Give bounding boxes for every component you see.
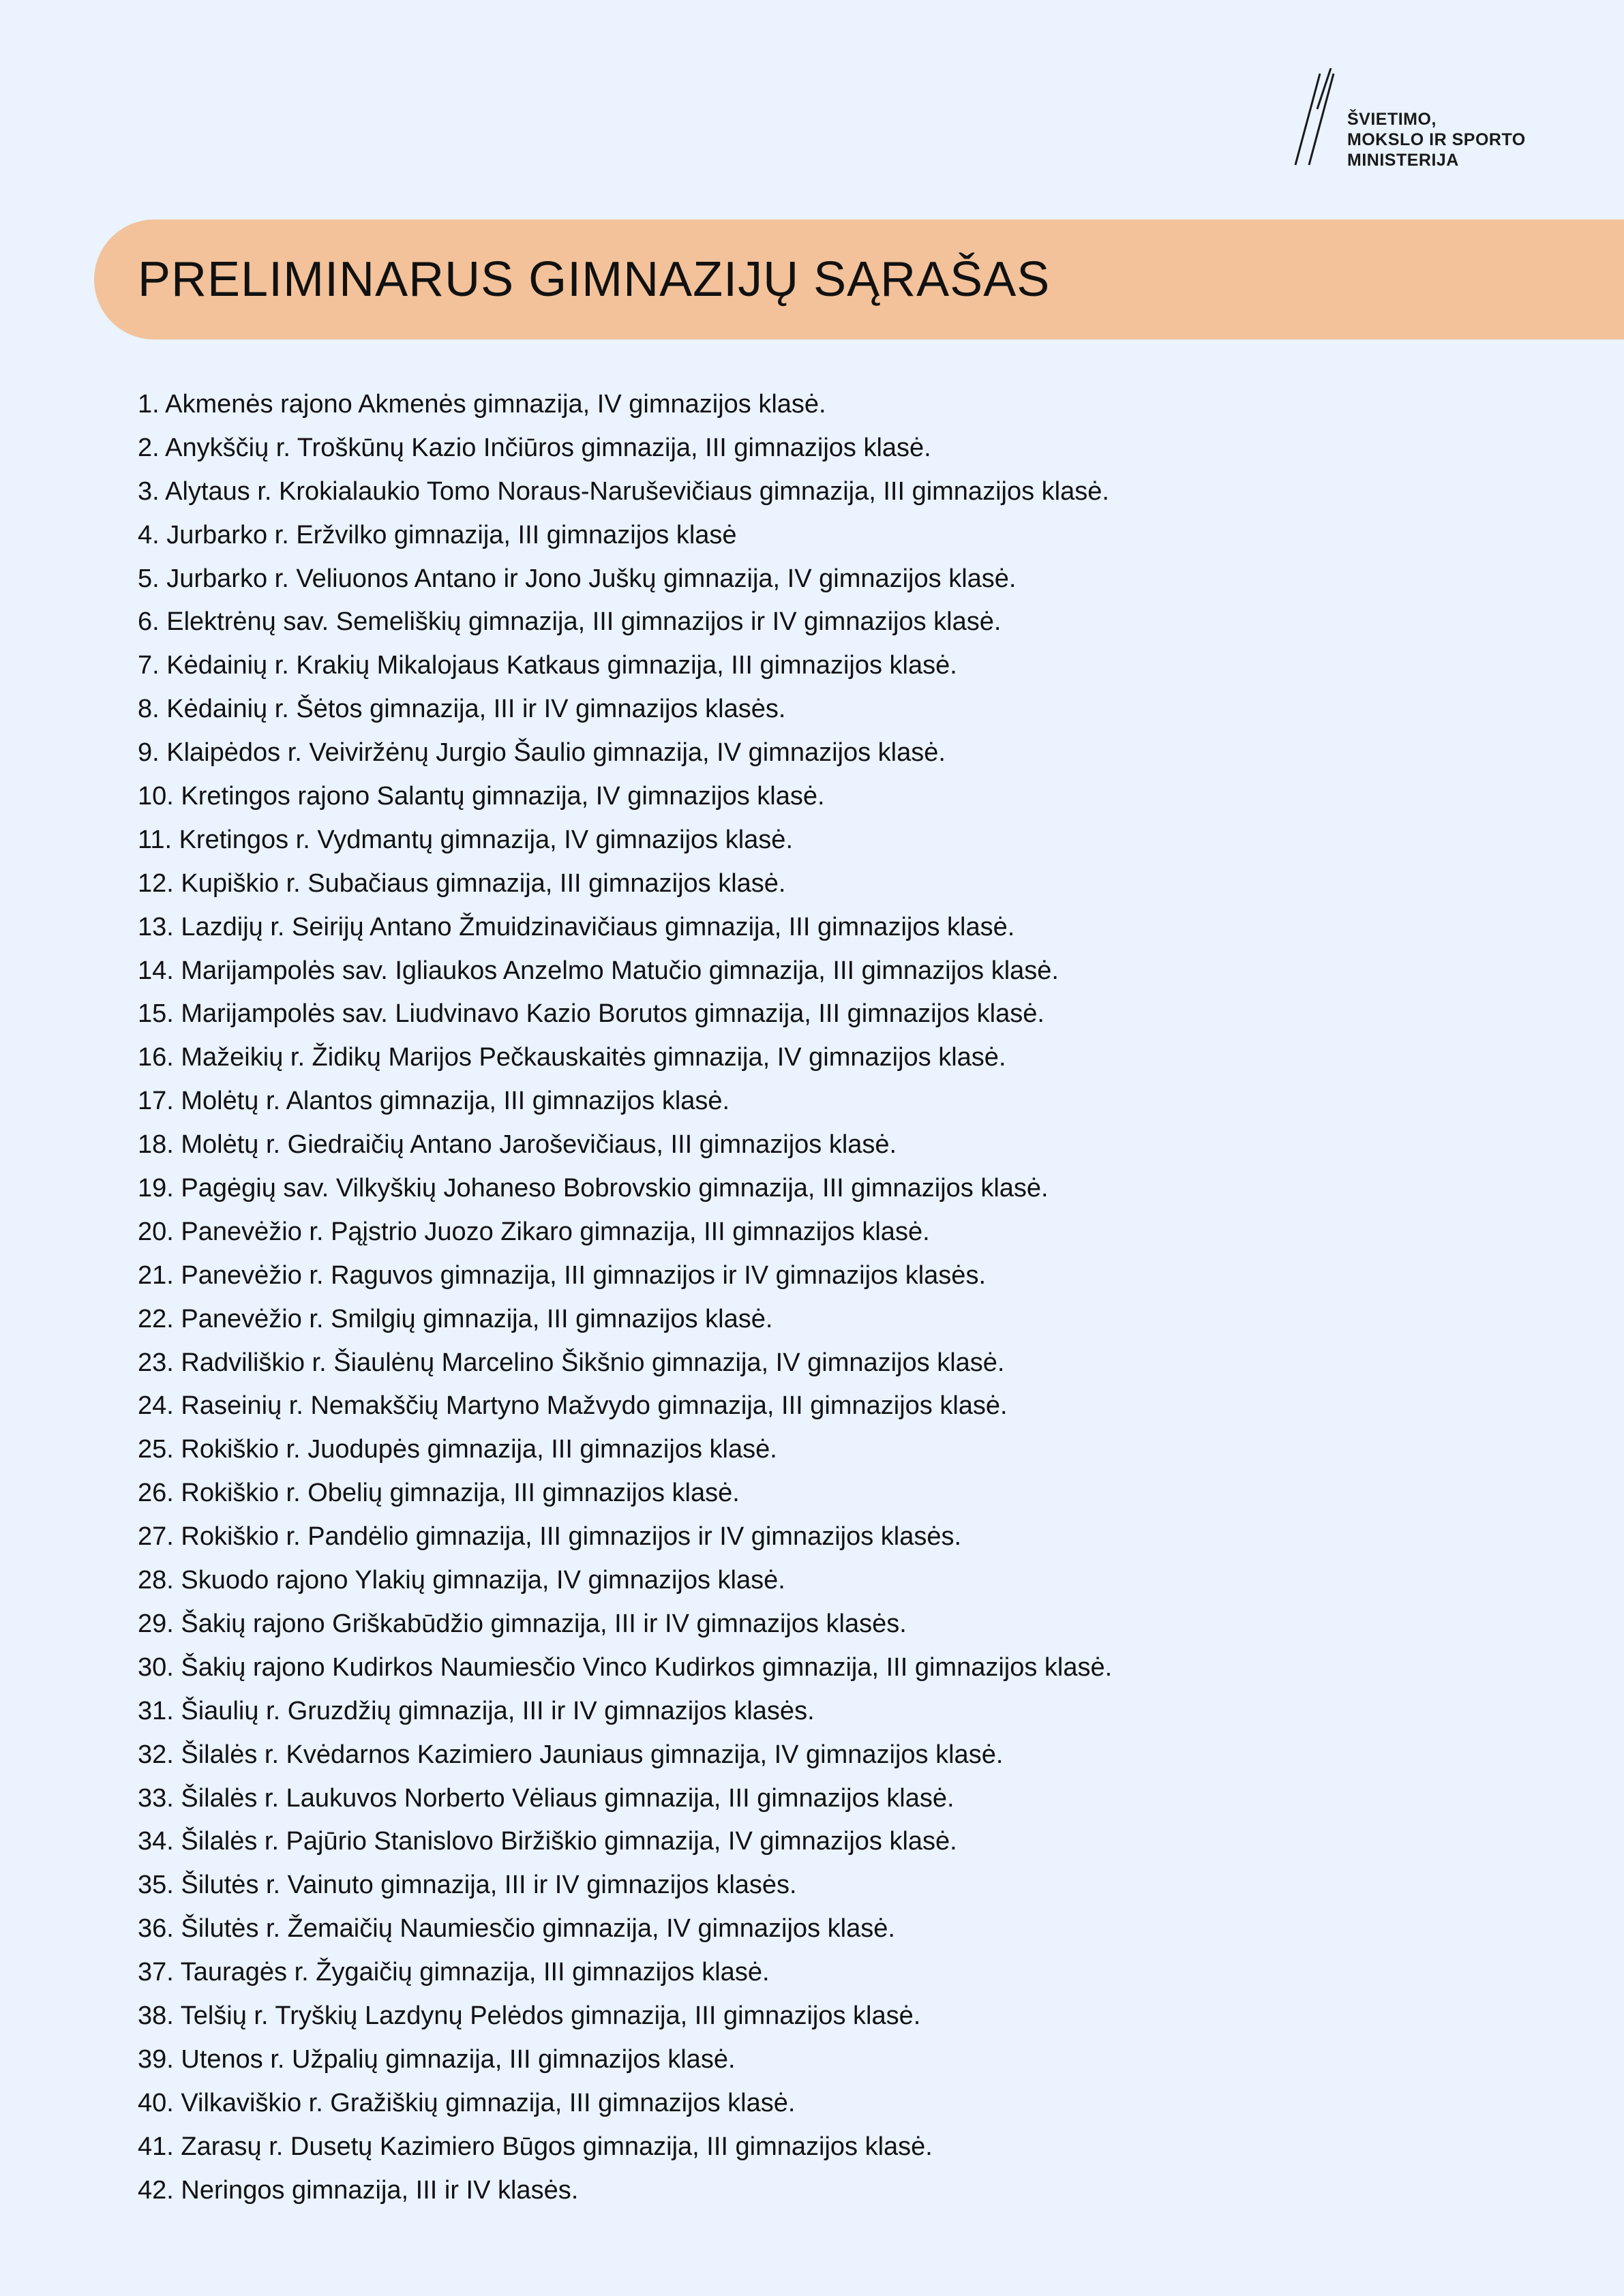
list-item: 4. Jurbarko r. Eržvilko gimnazija, III gimnazijos klasė bbox=[138, 520, 737, 549]
list-item: 18. Molėtų r. Giedraičių Antano Jaroševičiaus, III gimnazijos klasė. bbox=[138, 1130, 897, 1160]
list-item: 14. Marijampolės sav. Igliaukos Anzelmo Matučio gimnazija, III gimnazijos klasė. bbox=[138, 956, 1059, 985]
list-item: 39. Utenos r. Užpalių gimnazija, III gimnazijos klasė. bbox=[138, 2044, 736, 2074]
list-item: 24. Raseinių r. Nemakščių Martyno Mažvydo gimnazija, III gimnazijos klasė. bbox=[138, 1391, 1008, 1421]
list-item: 41. Zarasų r. Dusetų Kazimiero Būgos gimnazija, III gimnazijos klasė. bbox=[138, 2132, 933, 2161]
list-item: 8. Kėdainių r. Šėtos gimnazija, III ir IV gimnazijos klasės. bbox=[138, 695, 786, 724]
list-item: 38. Telšių r. Tryškių Lazdynų Pelėdos gimnazija, III gimnazijos klasė. bbox=[138, 2001, 921, 2030]
list-item: 40. Vilkaviškio r. Gražiškių gimnazija, III gimnazijos klasė. bbox=[138, 2088, 796, 2117]
list-item: 19. Pagėgių sav. Vilkyškių Johaneso Bobrovskio gimnazija, III gimnazijos klasė. bbox=[138, 1174, 1049, 1203]
list-item: 27. Rokiškio r. Pandėlio gimnazija, III gimnazijos ir IV gimnazijos klasės. bbox=[138, 1522, 962, 1552]
list-item: 35. Šilutės r. Vainuto gimnazija, III ir IV gimnazijos klasės. bbox=[138, 1871, 797, 1900]
list-item: 13. Lazdijų r. Seirijų Antano Žmuidzinavičiaus gimnazija, III gimnazijos klasė. bbox=[138, 912, 1015, 941]
list-item: 23. Radviliškio r. Šiaulėnų Marcelino Šikšnio gimnazija, IV gimnazijos klasė. bbox=[138, 1348, 1005, 1377]
list-item: 33. Šilalės r. Laukuvos Norberto Vėliaus gimnazija, III gimnazijos klasė. bbox=[138, 1783, 954, 1813]
school-list bbox=[138, 383, 1112, 2212]
list-item: 21. Panevėžio r. Raguvos gimnazija, III gimnazijos ir IV gimnazijos klasės. bbox=[138, 1260, 986, 1290]
list-item: 15. Marijampolės sav. Liudvinavo Kazio Borutos gimnazija, III gimnazijos klasė. bbox=[138, 999, 1044, 1029]
list-item: 20. Panevėžio r. Pąįstrio Juozo Zikaro gimnazija, III gimnazijos klasė. bbox=[138, 1217, 930, 1246]
list-item: 12. Kupiškio r. Subačiaus gimnazija, III gimnazijos klasė. bbox=[138, 868, 786, 898]
logo-line: ŠVIETIMO, bbox=[1347, 110, 1437, 129]
list-item: 5. Jurbarko r. Veliuonos Antano ir Jono Juškų gimnazija, IV gimnazijos klasė. bbox=[138, 564, 1017, 593]
list-item: 6. Elektrėnų sav. Semeliškių gimnazija, III gimnazijos ir IV gimnazijos klasė. bbox=[138, 607, 1002, 637]
list-item: 9. Klaipėdos r. Veiviržėnų Jurgio Šaulio gimnazija, IV gimnazijos klasė. bbox=[138, 738, 946, 768]
list-item: 17. Molėtų r. Alantos gimnazija, III gimnazijos klasė. bbox=[138, 1087, 730, 1116]
list-item: 10. Kretingos rajono Salantų gimnazija, IV gimnazijos klasė. bbox=[138, 782, 825, 811]
list-item: 22. Panevėžio r. Smilgių gimnazija, III gimnazijos klasė. bbox=[138, 1304, 773, 1333]
list-item: 29. Šakių rajono Griškabūdžio gimnazija, III ir IV gimnazijos klasės. bbox=[138, 1609, 907, 1638]
list-item: 37. Tauragės r. Žygaičių gimnazija, III gimnazijos klasė. bbox=[138, 1958, 770, 1987]
list-item: 2. Anykščių r. Troškūnų Kazio Inčiūros gimnazija, III gimnazijos klasė. bbox=[138, 433, 931, 462]
list-item: 31. Šiaulių r. Gruzdžių gimnazija, III ir IV gimnazijos klasės. bbox=[138, 1696, 815, 1725]
list-item: 11. Kretingos r. Vydmantų gimnazija, IV gimnazijos klasė. bbox=[138, 825, 794, 854]
list-item: 1. Akmenės rajono Akmenės gimnazija, IV gimnazijos klasė. bbox=[138, 390, 826, 419]
list-item: 7. Kėdainių r. Krakių Mikalojaus Katkaus gimnazija, III gimnazijos klasė. bbox=[138, 651, 957, 680]
list-item: 36. Šilutės r. Žemaičių Naumiesčio gimnazija, IV gimnazijos klasė. bbox=[138, 1914, 895, 1944]
list-item: 30. Šakių rajono Kudirkos Naumiesčio Vinco Kudirkos gimnazija, III gimnazijos klasė. bbox=[138, 1652, 1113, 1682]
logo-line: MOKSLO IR SPORTO bbox=[1347, 130, 1526, 149]
logo-slash-marks-icon bbox=[1290, 68, 1351, 170]
list-item: 32. Šilalės r. Kvėdarnos Kazimiero Jauniaus gimnazija, IV gimnazijos klasė. bbox=[138, 1740, 1004, 1769]
logo-line: MINISTERIJA bbox=[1347, 151, 1459, 170]
list-item: 34. Šilalės r. Pajūrio Stanislovo Biržiškio gimnazija, IV gimnazijos klasė. bbox=[138, 1827, 957, 1856]
list-item: 42. Neringos gimnazija, III ir IV klasės. bbox=[138, 2175, 579, 2205]
list-item: 26. Rokiškio r. Obelių gimnazija, III gimnazijos klasė. bbox=[138, 1479, 740, 1508]
list-item: 3. Alytaus r. Krokialaukio Tomo Noraus-Naruševičiaus gimnazija, III gimnazijos klasė. bbox=[138, 477, 1109, 506]
list-item: 16. Mažeikių r. Židikų Marijos Pečkauskaitės gimnazija, IV gimnazijos klasė. bbox=[138, 1043, 1006, 1072]
title-banner bbox=[94, 220, 1624, 339]
logo-text bbox=[1347, 109, 1526, 170]
list-item: 28. Skuodo rajono Ylakių gimnazija, IV gimnazijos klasė. bbox=[138, 1566, 785, 1595]
page-title: PRELIMINARUS GIMNAZIJŲ SĄRAŠAS bbox=[138, 252, 1051, 307]
list-item: 25. Rokiškio r. Juodupės gimnazija, III gimnazijos klasė. bbox=[138, 1435, 777, 1464]
ministry-logo bbox=[1290, 68, 1535, 170]
